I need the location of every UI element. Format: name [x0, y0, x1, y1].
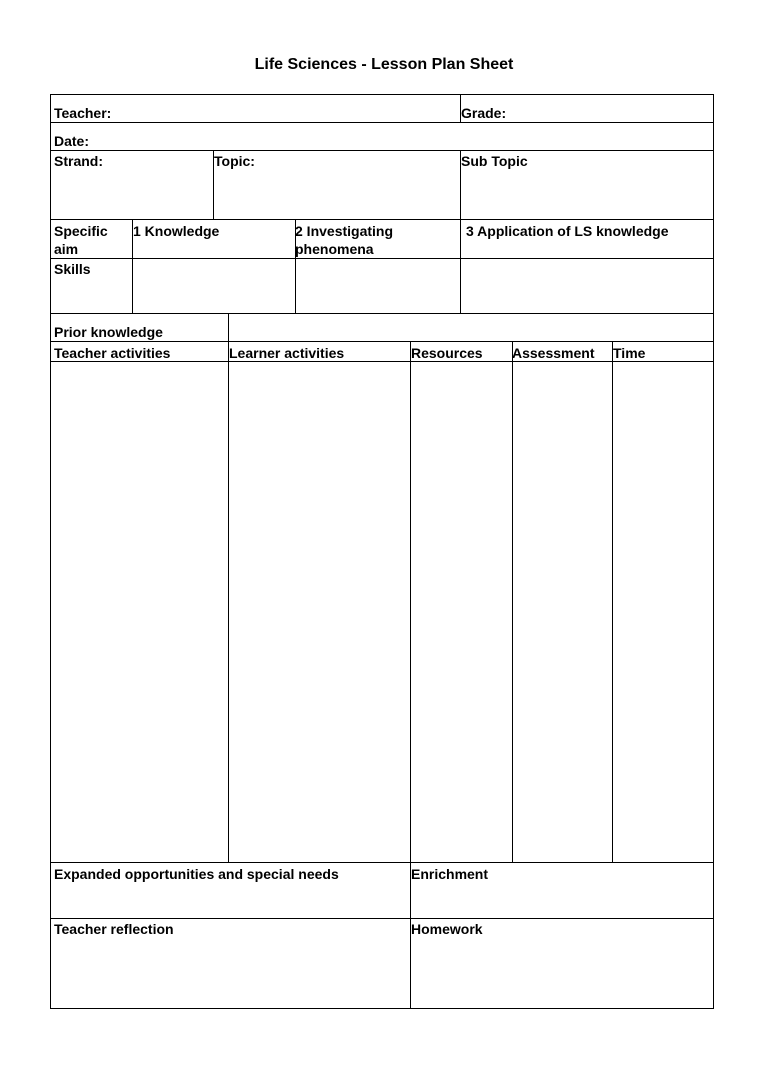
row-divider	[50, 313, 714, 314]
row-divider	[50, 219, 714, 220]
expanded-opportunities-label: Expanded opportunities and special needs	[54, 866, 339, 882]
teacher-label: Teacher:	[54, 105, 112, 121]
topic-label: Topic:	[214, 153, 255, 169]
investigating-line: 2 Investigating	[295, 223, 394, 239]
row-divider	[50, 918, 714, 919]
application-label: 3 Application of LS knowledge	[466, 223, 669, 239]
column-header-resources: Resources	[411, 345, 483, 361]
investigating-line: phenomena	[295, 241, 374, 257]
teacher-reflection-label: Teacher reflection	[54, 921, 174, 937]
strand-label: Strand:	[54, 153, 103, 169]
col-divider	[512, 341, 513, 862]
sub-topic-label: Sub Topic	[461, 153, 528, 169]
col-divider	[410, 341, 411, 1009]
column-header-time: Time	[613, 345, 646, 361]
row-divider	[50, 122, 714, 123]
specific-aim-line: Specific	[54, 223, 108, 239]
row-divider	[50, 258, 714, 259]
col-divider	[228, 313, 229, 862]
column-header-teacher-activities: Teacher activities	[54, 345, 171, 361]
homework-label: Homework	[411, 921, 483, 937]
row-divider	[50, 862, 714, 863]
row-divider	[50, 341, 714, 342]
prior-knowledge-label: Prior knowledge	[54, 324, 163, 340]
specific-aim-label	[54, 222, 108, 258]
grade-label: Grade:	[461, 105, 507, 121]
investigating-label	[295, 222, 393, 258]
col-divider	[612, 341, 613, 862]
page-title: Life Sciences - Lesson Plan Sheet	[254, 56, 514, 73]
column-header-learner-activities: Learner activities	[229, 345, 345, 361]
col-divider	[460, 219, 461, 313]
skills-label: Skills	[54, 261, 91, 277]
row-divider	[50, 150, 714, 151]
column-header-assessment: Assessment	[512, 345, 595, 361]
enrichment-label: Enrichment	[411, 866, 489, 882]
date-label: Date:	[54, 133, 90, 149]
knowledge-label: 1 Knowledge	[133, 223, 220, 239]
specific-aim-line: aim	[54, 241, 79, 257]
